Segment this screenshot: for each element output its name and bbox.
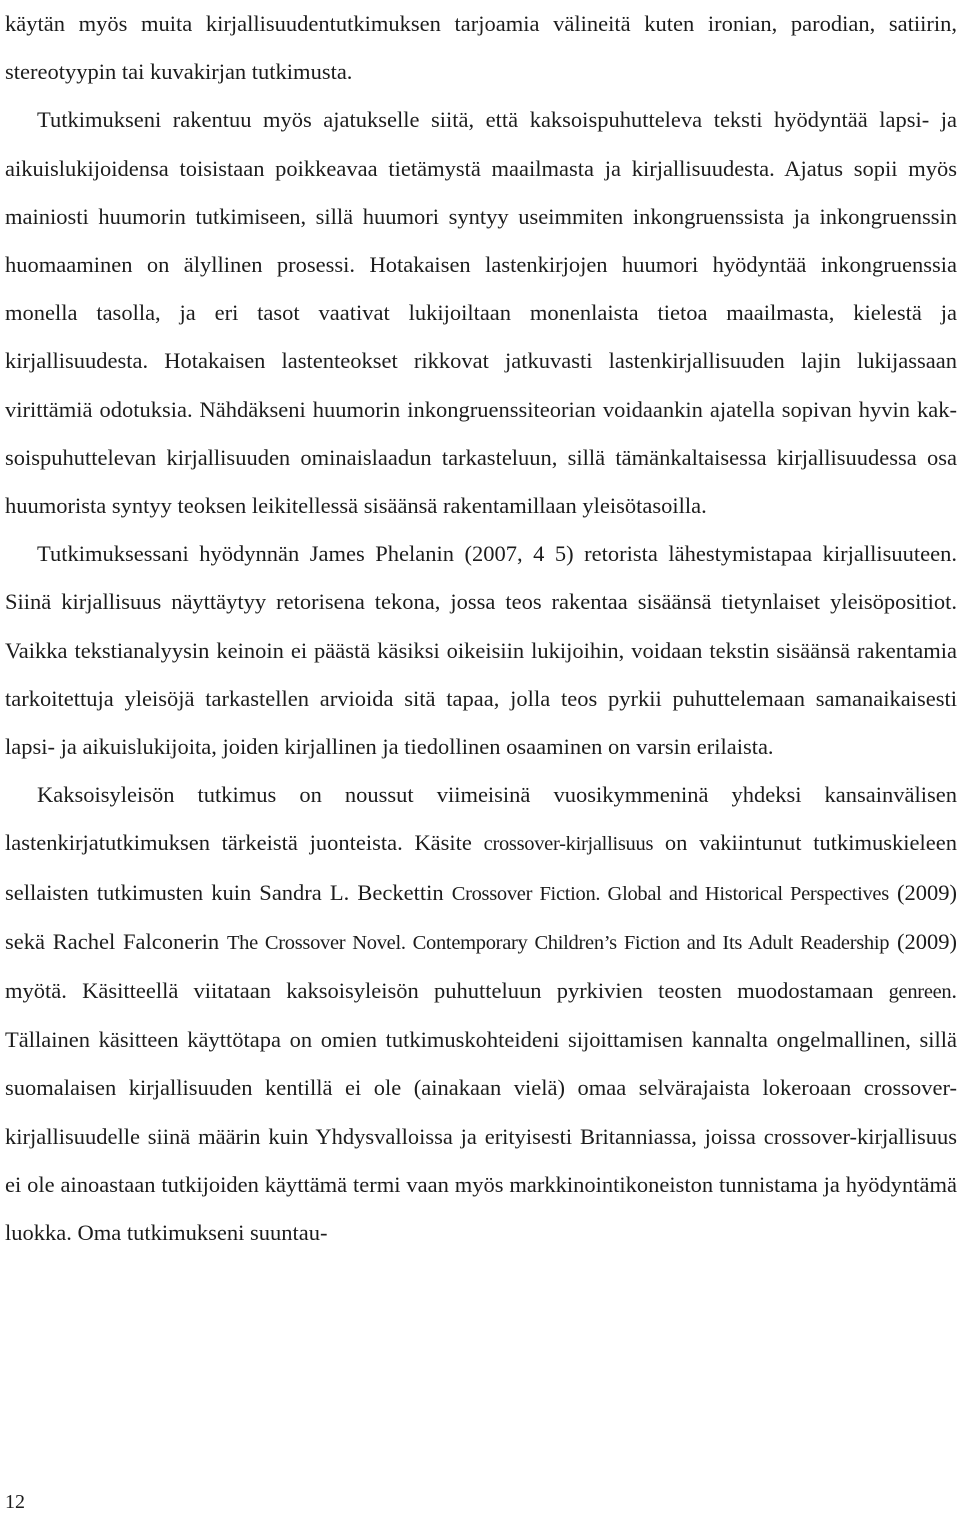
paragraph-4-segment: (2009) myötä. Käsitteellä viitataan kaksoisyleisön puhutteluun pyrkivien teosten muodostamaan <box>5 928 957 1004</box>
term-crossover-kirjallisuus: crossover-kirjallisuus <box>483 833 654 856</box>
paragraph-3: Tutkimuksessani hyödynnän James Phelanin (2007, 4 5) retorista lähestymistapaa kirjallisuuteen. Siinä kirjallisuus näyttäytyy retorisena tekona, jossa teos rakentaa sisäänsä tietynlaiset yleisöpositiot. Vaikka tekstianalyysin keinoin ei päästä käsiksi oikeisiin lukijoihin, voidaan tekstin sisäänsä rakentamia tarkoitettuja yleisöjä tarkastellen arvioida sitä tapaa, jolla teos pyrkii puhuttelemaan samanaikaisesti lapsi- ja aikuislukijoita, joiden kirjallinen ja tiedollinen osaaminen on varsin erilaista. <box>5 541 957 760</box>
book-title-crossover-fiction: Crossover Fiction. Global and Historical Perspectives <box>451 882 889 905</box>
paragraph-1: käytän myös muita kirjallisuudentutkimuksen tarjoamia välineitä kuten ironian, parodian, satiirin, stereotyypin tai kuvakirjan tutkimusta. <box>5 11 957 85</box>
paragraph-4 <box>5 771 957 1257</box>
paragraph-4-segment: Kaksoisyleisön tutkimus on noussut viimeisinä vuosikymmeninä yhdeksi kansainvälisen lastenkirjatutkimuksen tärkeistä juonteista. Käsite <box>5 782 957 856</box>
paragraph-4-segment: on vakiintunut tutkimuskieleen sellaisten tutkimusten kuin Sandra L. Beckettin <box>5 830 957 905</box>
paragraph-2: Tutkimukseni rakentuu myös ajatukselle siitä, että kaksoispuhutteleva teksti hyödyntää lapsi- ja aikuislukijoidensa toisistaan poikkeavaa tietämystä maailmasta ja kirjallisuudesta. Ajatus sopii myös mainiosti huumorin tutkimiseen, sillä huumori syntyy useimmiten inkongruenssista ja inkongruenssin huomaaminen on älyllinen prosessi. Hotakaisen lastenkirjojen huumori hyödyntää inkongruenssia monella tasolla, ja eri tasot vaativat lukijoiltaan monenlaista tietoa maailmasta, kielestä ja kirjallisuudesta. Hotakaisen lastenteokset rikkovat jatkuvasti lastenkirjallisuuden lajin lukijassaan virittämiä odotuksia. Nähdäkseni huumorin inkongruenssiteorian voidaankin ajatella sopivan hyvin kaksoispuhuttelevan kirjallisuuden ominaislaadun tarkasteluun, sillä tämänkaltaisessa kirjallisuudessa osa huumorista syntyy teoksen leikitellessä sisäänsä rakentamillaan yleisötasoilla. <box>5 107 957 519</box>
page-number: 12 <box>5 1491 25 1513</box>
paragraph-4-segment: . Tällainen käsitteen käyttötapa on omien tutkimuskohteideni sijoittamisen kannalta ongelmallinen, sillä suomalaisen kirjallisuuden kentillä ei ole (ainakaan vielä) omaa selvärajaista lokeroaan crossover-kirjallisuudelle siinä määrin kuin Yhdysvalloissa ja erityisesti Britanniassa, joissa crossover-kirjallisuus ei ole ainoastaan tutkijoiden käyttämä termi vaan myös markkinointikoneiston tunnistama ja hyödyntämä luokka. Oma tutkimukseni suuntau- <box>5 978 957 1246</box>
book-title-crossover-novel: The Crossover Novel. Contemporary Children’s Fiction and Its Adult Readership <box>226 931 890 954</box>
term-genreen: genreen <box>888 981 952 1004</box>
document-page <box>5 0 957 1257</box>
paragraph-4-segment: (2009) sekä Rachel Falconerin <box>5 879 957 954</box>
